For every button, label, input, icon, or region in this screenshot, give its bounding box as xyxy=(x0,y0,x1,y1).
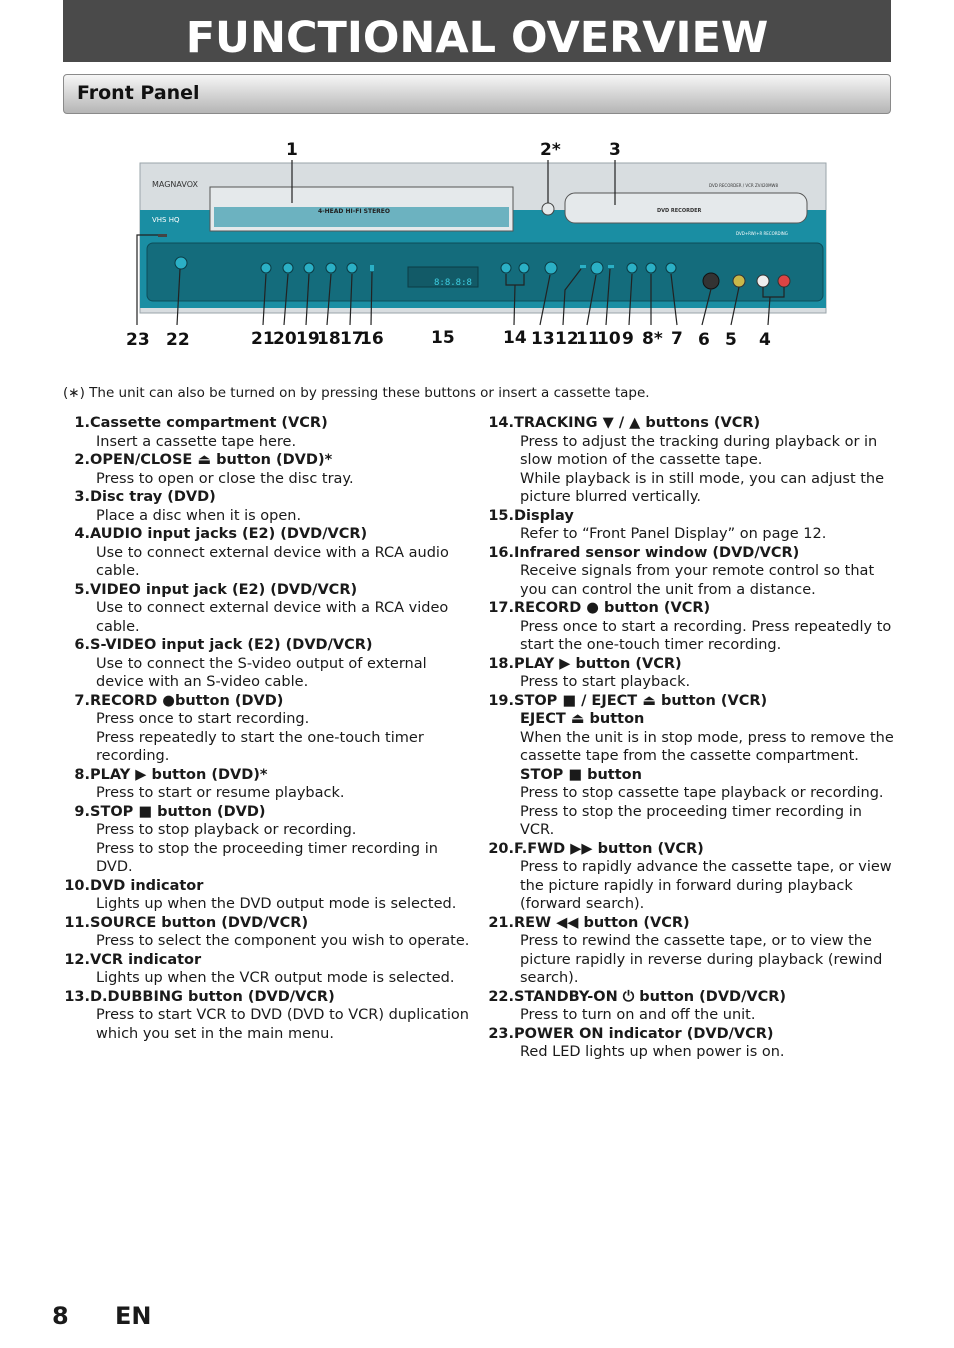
item-heading: D.DUBBING button (DVD/VCR) xyxy=(90,988,335,1005)
list-item xyxy=(63,581,473,637)
item-number: 20. xyxy=(488,840,514,857)
item-text: Press to stop the proceeding timer recording in DVD. xyxy=(96,840,438,875)
callout-17: 17 xyxy=(340,329,364,349)
display-text: 8:8.8:8 xyxy=(434,278,472,288)
list-item xyxy=(487,692,897,840)
item-body xyxy=(514,914,897,988)
item-body xyxy=(90,581,473,637)
list-item xyxy=(63,451,473,488)
callout-8: 8* xyxy=(642,329,663,349)
item-text: Receive signals from your remote control so that you can control the unit from a distance. xyxy=(520,563,875,598)
section-title: Front Panel xyxy=(77,82,200,104)
item-number: 12. xyxy=(64,951,90,968)
item-heading: POWER ON indicator (DVD/VCR) xyxy=(514,1025,774,1042)
list-item xyxy=(487,414,897,507)
item-heading: Cassette compartment (VCR) xyxy=(90,415,328,431)
item-text: Place a disc when it is open. xyxy=(96,507,302,524)
item-heading: Disc tray (DVD) xyxy=(90,489,216,505)
callout-22: 22 xyxy=(166,330,190,350)
item-text: Refer to “Front Panel Display” on page 12. xyxy=(520,526,827,542)
item-heading: AUDIO input jacks (E2) (DVD/VCR) xyxy=(90,526,368,542)
page-title: FUNCTIONAL OVERVIEW xyxy=(185,13,769,63)
item-text: Press repeatedly to start the one-touch timer recording. xyxy=(96,729,424,764)
item-body xyxy=(90,525,473,581)
callout-20: 20 xyxy=(273,329,297,349)
item-body xyxy=(90,914,473,951)
list-item xyxy=(487,1025,897,1062)
item-text: While playback is in still mode, you can adjust the picture blurred vertically. xyxy=(520,470,885,505)
callout-16: 16 xyxy=(360,329,384,349)
item-text: Press to turn on and off the unit. xyxy=(520,1007,756,1023)
item-heading: SOURCE button (DVD/VCR) xyxy=(90,914,309,931)
callout-5: 5 xyxy=(725,330,737,350)
item-text: Press to select the component you wish to operate. xyxy=(96,933,470,949)
item-heading: F.FWD ▶▶ button (VCR) xyxy=(514,840,704,857)
item-heading: STOP ■ / EJECT ⏏ button (VCR) xyxy=(514,692,768,709)
item-number: 14. xyxy=(488,415,514,431)
device-illustration xyxy=(0,135,954,360)
item-text: Press to start or resume playback. xyxy=(96,785,345,801)
language-code: EN xyxy=(115,1302,152,1330)
list-item xyxy=(63,525,473,581)
item-body xyxy=(90,766,473,803)
list-item xyxy=(487,840,897,914)
list-item xyxy=(63,692,473,766)
item-heading: OPEN/CLOSE ⏏ button (DVD)* xyxy=(90,452,333,468)
item-number: 23. xyxy=(488,1025,514,1042)
callout-11: 11 xyxy=(576,329,600,349)
item-heading: VIDEO input jack (E2) (DVD/VCR) xyxy=(90,581,358,598)
item-text: Press to adjust the tracking during playback or in slow motion of the cassette tape. xyxy=(520,433,878,468)
item-body xyxy=(90,636,473,692)
list-item xyxy=(63,488,473,525)
item-heading: VCR indicator xyxy=(90,951,202,968)
item-body xyxy=(514,988,897,1025)
item-number: 4. xyxy=(74,526,90,542)
item-text: Press to rewind the cassette tape, or to view the picture rapidly in reverse during playback (rewind search). xyxy=(520,933,883,986)
item-text: Use to connect external device with a RCA video cable. xyxy=(96,600,449,635)
callout-4: 4 xyxy=(759,330,771,350)
callout-19: 19 xyxy=(296,329,320,349)
brand-text: MAGNAVOX xyxy=(152,180,198,189)
item-heading: DVD indicator xyxy=(90,877,204,894)
item-text: When the unit is in stop mode, press to remove the cassette tape from the cassette compartment. xyxy=(520,729,894,764)
item-body xyxy=(90,692,473,766)
item-text: Lights up when the VCR output mode is selected. xyxy=(96,970,455,986)
item-body xyxy=(514,414,897,507)
item-number: 10. xyxy=(64,877,90,894)
item-number: 16. xyxy=(488,544,514,561)
list-item xyxy=(487,988,897,1025)
callout-13: 13 xyxy=(531,329,555,349)
item-heading: Infrared sensor window (DVD/VCR) xyxy=(514,544,800,561)
item-body xyxy=(90,488,473,525)
item-body xyxy=(514,1025,897,1062)
item-text: Press to stop playback or recording. xyxy=(96,822,357,838)
item-number: 18. xyxy=(488,655,514,672)
item-number: 15. xyxy=(488,507,514,524)
callout-23: 23 xyxy=(126,330,150,350)
items-right-column xyxy=(487,414,897,1062)
vhs-text: VHS HQ xyxy=(152,216,180,224)
list-item xyxy=(63,877,473,914)
list-item xyxy=(63,803,473,877)
item-body xyxy=(514,544,897,600)
list-item xyxy=(487,599,897,655)
items-left-column xyxy=(63,414,473,1043)
item-body xyxy=(90,803,473,877)
list-item xyxy=(487,914,897,988)
item-text: Use to connect the S-video output of external device with an S-video cable. xyxy=(96,655,427,690)
item-text: Insert a cassette tape here. xyxy=(96,433,297,450)
item-heading: TRACKING ▼ / ▲ buttons (VCR) xyxy=(514,415,761,431)
item-heading: RECORD ● button (VCR) xyxy=(514,600,711,616)
callout-3: 3 xyxy=(609,140,621,160)
section-header xyxy=(63,74,891,114)
page-number: 8 xyxy=(52,1302,69,1330)
item-body xyxy=(90,877,473,914)
item-number: 1. xyxy=(74,415,90,431)
title-bar xyxy=(63,0,891,62)
callout-1: 1 xyxy=(286,140,298,160)
item-number: 8. xyxy=(74,766,90,783)
item-text: Press to rapidly advance the cassette tape, or view the picture rapidly in forward during playback (forward search). xyxy=(520,859,892,912)
list-item xyxy=(487,544,897,600)
item-subheading: EJECT ⏏ button xyxy=(520,711,645,727)
item-heading: RECORD ●button (DVD) xyxy=(90,692,284,709)
item-text: Press to start VCR to DVD (DVD to VCR) duplication which you set in the main menu. xyxy=(96,1007,469,1042)
list-item xyxy=(487,655,897,692)
item-number: 21. xyxy=(488,914,514,931)
list-item xyxy=(63,988,473,1044)
tray-text: DVD RECORDER xyxy=(657,208,702,214)
callout-12: 12 xyxy=(555,329,579,349)
item-body xyxy=(90,951,473,988)
list-item xyxy=(63,636,473,692)
item-text: Press to start playback. xyxy=(520,674,691,690)
callout-9: 9 xyxy=(622,329,634,349)
item-text: Press to open or close the disc tray. xyxy=(96,470,354,487)
item-body xyxy=(514,692,897,840)
item-number: 22. xyxy=(488,988,514,1005)
item-body xyxy=(90,988,473,1044)
list-item xyxy=(63,766,473,803)
list-item xyxy=(487,507,897,544)
item-number: 6. xyxy=(74,637,90,653)
slot-text: 4-HEAD HI-FI STEREO xyxy=(318,208,390,215)
callout-7: 7 xyxy=(671,329,683,349)
item-text: Use to connect external device with a RCA audio cable. xyxy=(96,544,449,579)
item-number: 17. xyxy=(488,600,514,616)
item-number: 13. xyxy=(64,988,90,1005)
item-body xyxy=(514,599,897,655)
item-heading: STOP ■ button (DVD) xyxy=(90,803,266,820)
item-text: Press to stop cassette tape playback or recording. xyxy=(520,785,884,801)
item-text: Press once to start a recording. Press repeatedly to start the one-touch timer recording. xyxy=(520,618,892,653)
item-heading: REW ◀◀ button (VCR) xyxy=(514,914,690,931)
item-body xyxy=(514,840,897,914)
callout-21: 21 xyxy=(251,329,275,349)
item-heading: PLAY ▶ button (DVD)* xyxy=(90,766,268,783)
disc-types-text: DVD+RW/+R RECORDING xyxy=(736,231,788,236)
item-number: 11. xyxy=(64,914,90,931)
list-item xyxy=(63,414,473,451)
list-item xyxy=(63,914,473,951)
item-number: 5. xyxy=(74,581,90,598)
callout-2: 2* xyxy=(540,140,561,160)
item-text: Red LED lights up when power is on. xyxy=(520,1044,785,1060)
item-body xyxy=(90,414,473,451)
item-heading: STANDBY-ON ⏻ button (DVD/VCR) xyxy=(514,988,787,1005)
model-text: DVD RECORDER / VCR ZV420MW8 xyxy=(709,183,779,188)
callout-14: 14 xyxy=(503,328,527,348)
item-body xyxy=(514,655,897,692)
callout-10: 10 xyxy=(597,329,621,349)
item-number: 2. xyxy=(74,452,90,468)
item-heading: S-VIDEO input jack (E2) (DVD/VCR) xyxy=(90,637,373,653)
item-body xyxy=(90,451,473,488)
item-text: Press once to start recording. xyxy=(96,711,310,727)
front-panel-diagram xyxy=(0,135,954,360)
item-heading: PLAY ▶ button (VCR) xyxy=(514,655,682,672)
callout-18: 18 xyxy=(317,329,341,349)
item-text: Lights up when the DVD output mode is selected. xyxy=(96,896,457,912)
callout-15: 15 xyxy=(431,328,455,348)
item-text: Press to stop the proceeding timer recording in VCR. xyxy=(520,803,862,838)
item-body xyxy=(514,507,897,544)
footnote: (∗) The unit can also be turned on by pressing these buttons or insert a cassette tape. xyxy=(63,385,650,401)
item-number: 9. xyxy=(74,803,90,820)
item-number: 19. xyxy=(488,692,514,709)
list-item xyxy=(63,951,473,988)
item-number: 3. xyxy=(74,489,90,505)
item-number: 7. xyxy=(74,692,90,709)
item-heading: Display xyxy=(514,507,574,524)
item-subheading: STOP ■ button xyxy=(520,766,642,783)
callout-6: 6 xyxy=(698,330,710,350)
